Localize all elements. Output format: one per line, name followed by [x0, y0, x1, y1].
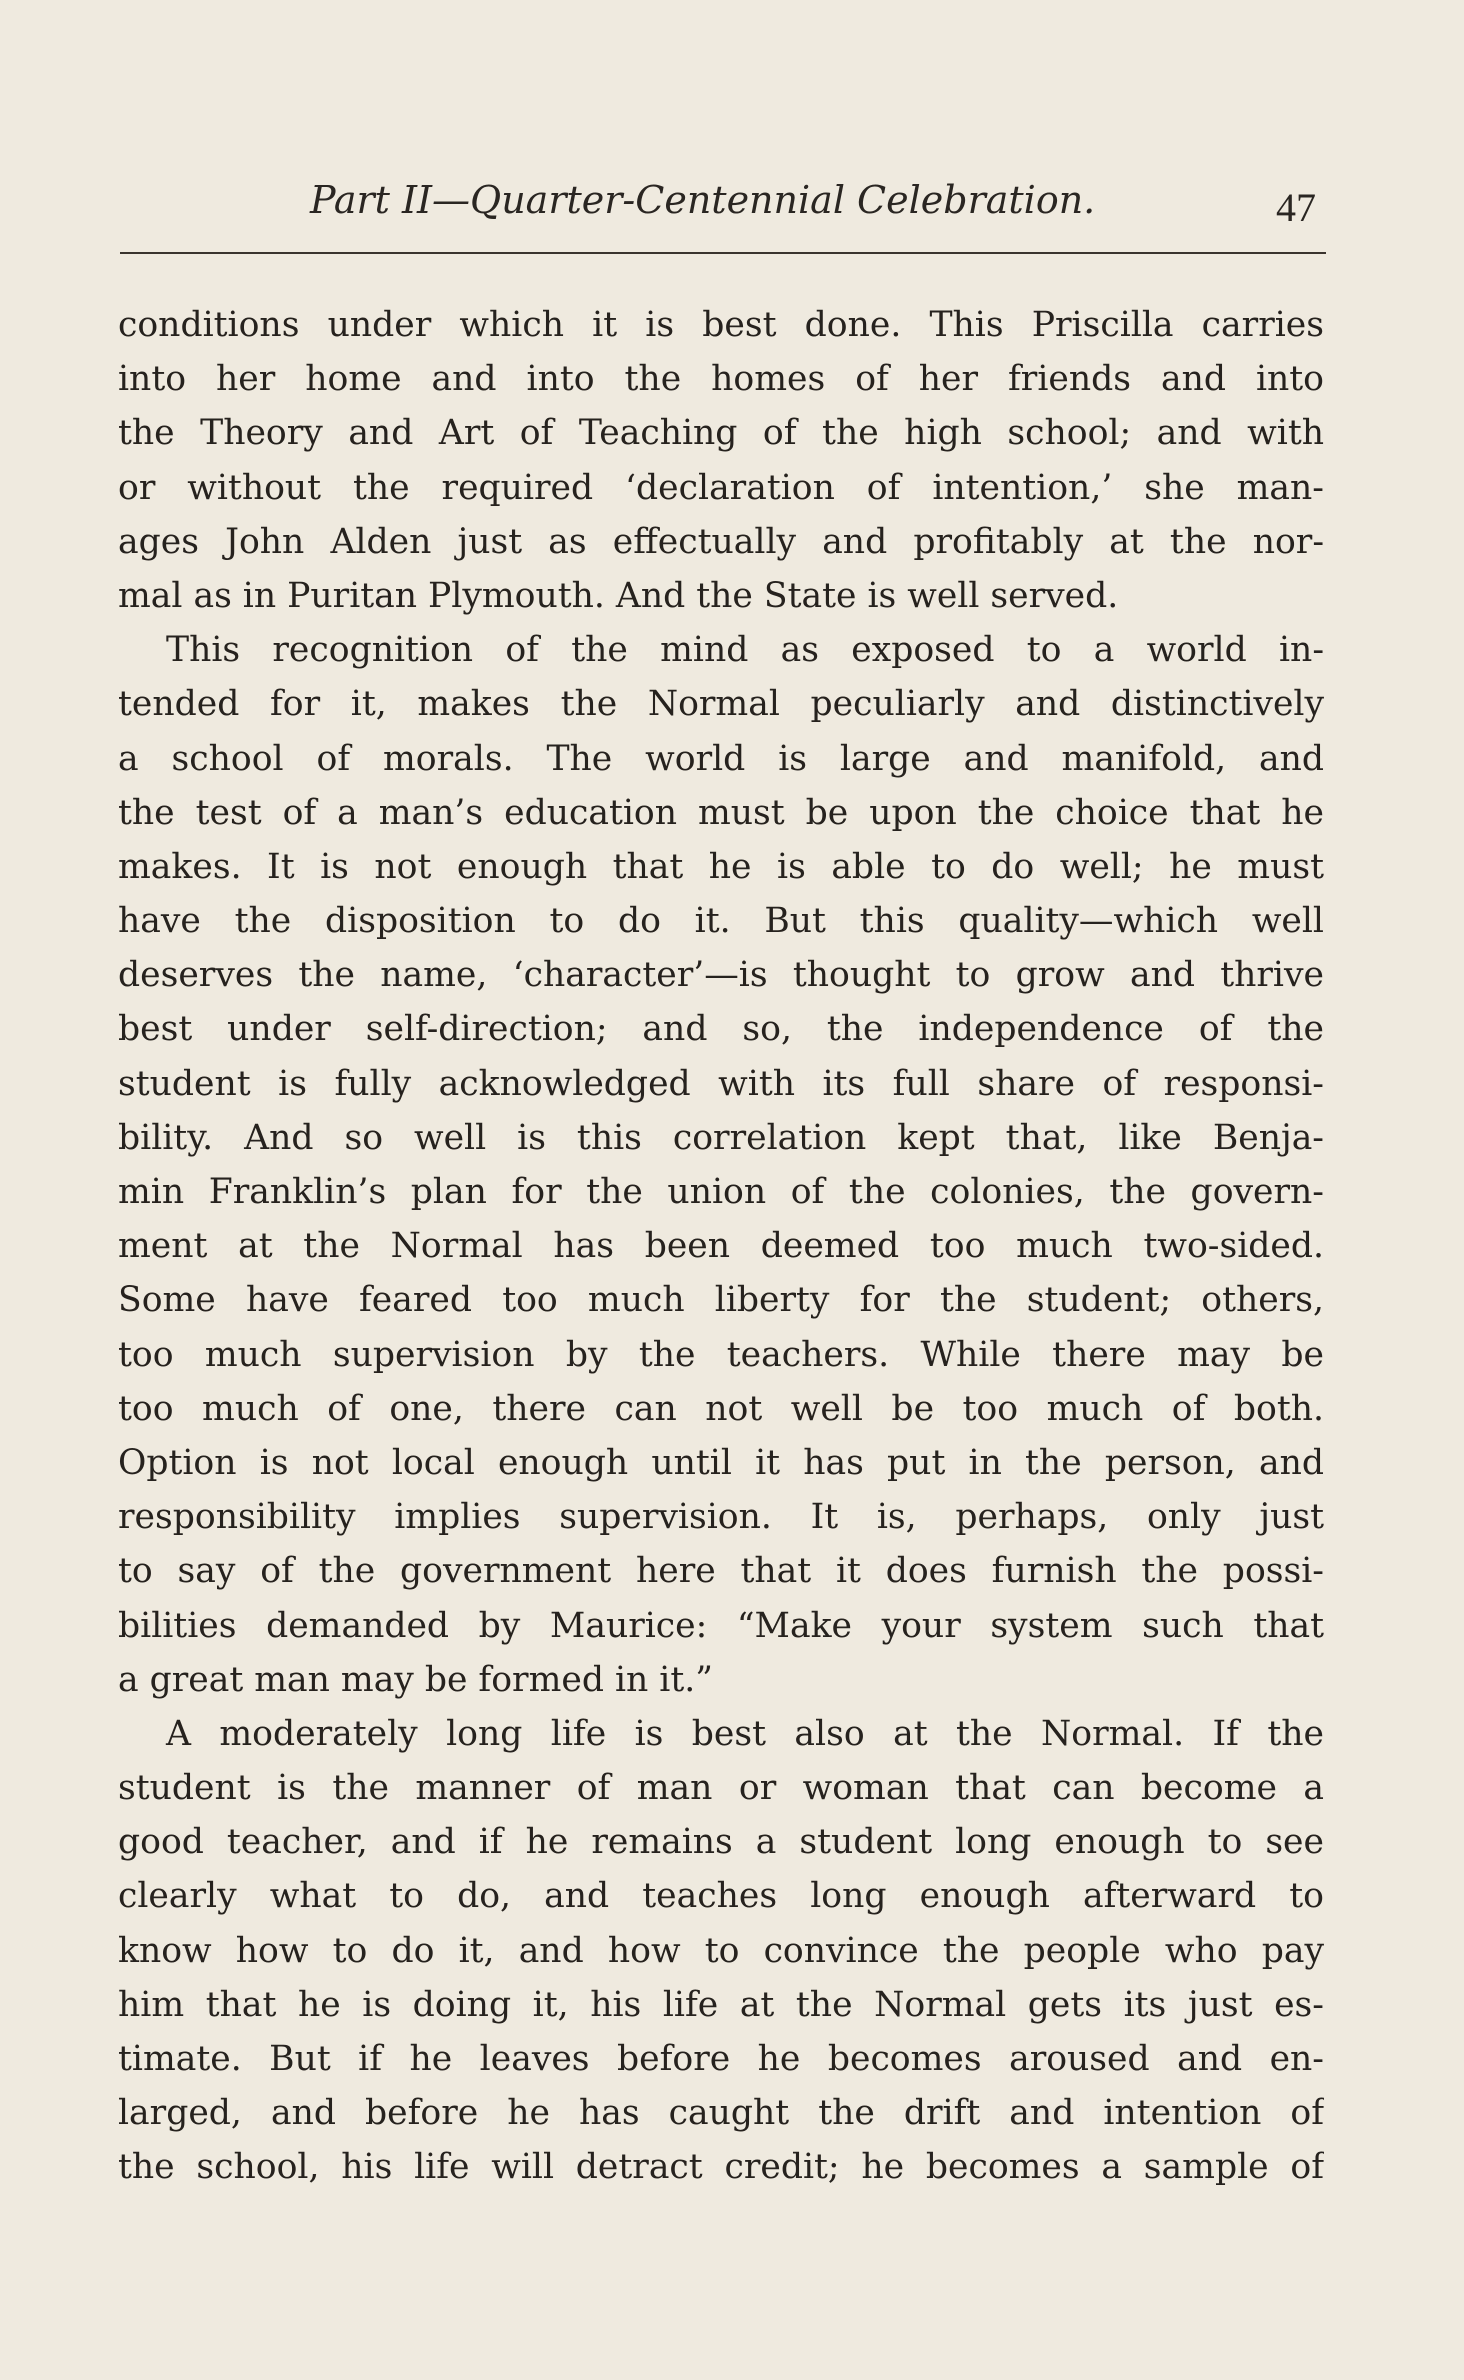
running-head-title: Part II—Quarter-Centennial Celebration.	[310, 178, 1096, 222]
text-line: have the disposition to do it. But this quality—which well	[118, 901, 1324, 942]
text-line: ment at the Normal has been deemed too much two-sided.	[118, 1226, 1324, 1267]
text-line: student is fully acknowledged with its full share of responsi-	[118, 1063, 1324, 1104]
text-line: the test of a man’s education must be upon the choice that he	[118, 792, 1324, 833]
text-line: him that he is doing it, his life at the Normal gets its just es-	[118, 1984, 1324, 2025]
text-line: mal as in Puritan Plymouth. And the State is well served.	[118, 575, 1119, 616]
text-line: to say of the government here that it does furnish the possi-	[118, 1551, 1324, 1592]
text-line: student is the manner of man or woman that can become a	[118, 1768, 1324, 1809]
text-line: or without the required ‘declaration of intention,’ she man-	[118, 467, 1324, 508]
text-line: tended for it, makes the Normal peculiarly and distinctively	[118, 684, 1324, 725]
text-line: Some have feared too much liberty for the student; others,	[118, 1280, 1324, 1321]
text-line: min Franklin’s plan for the union of the colonies, the govern-	[118, 1172, 1324, 1212]
text-line: Option is not local enough until it has put in the person, and	[118, 1442, 1324, 1483]
text-line: clearly what to do, and teaches long enough afterward to	[118, 1876, 1324, 1917]
text-line: bility. And so well is this correlation kept that, like Benja-	[118, 1117, 1324, 1158]
page-number: 47	[1276, 185, 1316, 230]
text-line: into her home and into the homes of her friends and into	[118, 359, 1324, 400]
text-line: know how to do it, and how to convince the people who pay	[118, 1930, 1324, 1971]
text-line: good teacher, and if he remains a student long enough to see	[118, 1822, 1324, 1863]
text-line: too much of one, there can not well be too much of both.	[118, 1388, 1324, 1429]
text-line: bilities demanded by Maurice: “Make your system such that	[118, 1605, 1324, 1646]
text-line: larged, and before he has caught the drift and intention of	[118, 2093, 1324, 2134]
text-line: a school of morals. The world is large and manifold, and	[118, 738, 1324, 779]
text-line: too much supervision by the teachers. While there may be	[118, 1334, 1324, 1375]
text-line: conditions under which it is best done. This Priscilla carries	[118, 305, 1324, 345]
text-line: This recognition of the mind as exposed to a world in-	[166, 630, 1324, 671]
text-line: the Theory and Art of Teaching of the high school; and with	[118, 413, 1324, 454]
text-line: responsibility implies supervision. It is, perhaps, only just	[118, 1497, 1324, 1538]
body-text	[118, 298, 1324, 2195]
text-line: a great man may be formed in it.”	[118, 1659, 713, 1700]
text-line: makes. It is not enough that he is able to do well; he must	[118, 846, 1324, 887]
text-line: deserves the name, ‘character’—is thought to grow and thrive	[118, 955, 1324, 996]
header-rule	[120, 252, 1326, 254]
text-line: the school, his life will detract credit; he becomes a sample of	[118, 2147, 1324, 2188]
text-line: best under self-direction; and so, the independence of the	[118, 1009, 1324, 1050]
text-line: ages John Alden just as effectually and profitably at the nor-	[118, 521, 1324, 562]
text-line: A moderately long life is best also at the Normal. If the	[166, 1713, 1324, 1754]
text-line: timate. But if he leaves before he becomes aroused and en-	[118, 2039, 1324, 2079]
